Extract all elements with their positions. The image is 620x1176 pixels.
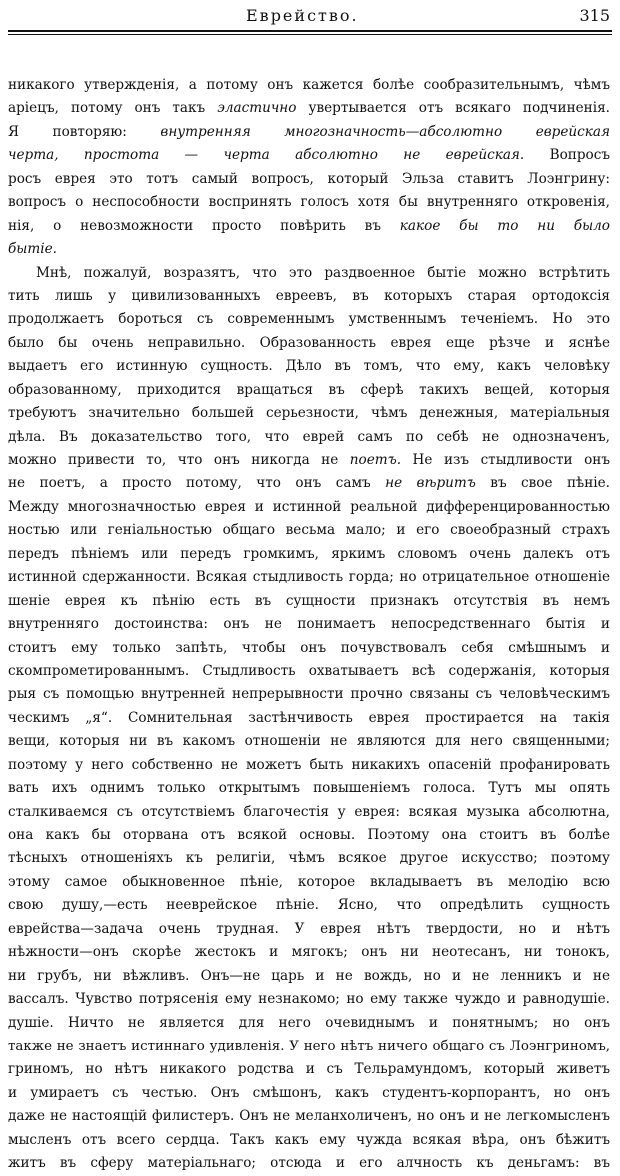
text-span: душіе. Ничто не является для него очевиднымъ и понятнымъ; но онъ (8, 1014, 610, 1031)
text-line (8, 1012, 610, 1035)
text-span: нія, о невозможности просто повѣрить въ (8, 217, 400, 234)
text-span: житъ въ сферу матеріальнаго; отсюда и его алчность къ деньгамъ: въ (8, 1155, 610, 1172)
text-line (8, 871, 610, 894)
text-line (8, 1129, 610, 1152)
italic-text-span: какое бы то ни было (399, 217, 610, 234)
text-line (8, 824, 610, 847)
text-span: истинной сдержанности. Всякая стыдливость горда; но отрицательное отношеніе (8, 569, 610, 586)
text-span: поэтому у него собственно не можетъ быть никакихъ опасеній профанировать (8, 756, 610, 773)
text-line (8, 847, 610, 870)
header-rule-thin (8, 34, 612, 35)
text-span: Между многозначностью еврея и истинной реальной дифференцированностью (8, 498, 610, 515)
text-span: Вопросъ (524, 147, 611, 164)
book-page (8, 0, 612, 1172)
text-line (8, 215, 610, 238)
text-span: нѣжности—онъ скорѣе жестокъ и мягокъ; онъ ни неотесанъ, ни тонокъ, (8, 944, 610, 961)
text-line (8, 754, 610, 777)
text-span: сталкиваемся съ отсутствіемъ благочестія у еврея: всякая музыка абсолютна, (8, 803, 610, 820)
text-span: внутренняго достоинства: онъ не понимаетъ непосредственнаго бытія и (8, 616, 610, 633)
text-line (8, 777, 610, 800)
italic-text-span: черта, простота — черта абсолютно не еврейская. (8, 147, 525, 164)
text-span: было бы очень неправильно. Образованность еврея еще рѣзче и яснѣе (8, 334, 610, 351)
text-span: стоитъ ему только запѣть, чтобы онъ почувствовалъ себя смѣшнымъ и (8, 639, 610, 656)
text-line (8, 285, 610, 308)
running-head-title: Еврейство. (246, 6, 359, 25)
text-span: образованному, приходится вращаться въ сферѣ такихъ вещей, которыя (8, 381, 610, 398)
text-line (8, 191, 610, 214)
text-span: она какъ бы оторвана отъ всякой основы. Поэтому она стоитъ въ болѣе (8, 827, 610, 843)
text-span: вопросъ о неспособности воспринять голосъ хотя бы внутренняго откровенія, (8, 194, 610, 211)
text-line (8, 238, 610, 261)
text-span: даже не настоящій филистеръ. Онъ не меланхоличенъ, но онъ и не легкомысленъ (8, 1108, 610, 1125)
text-span: ческимъ „я“. Сомнительная застѣнчивость еврея простирается на такія (8, 709, 610, 726)
text-line (8, 496, 610, 519)
text-span: свою душу,—есть нееврейское пѣніе. Ясно, что опредѣлить сущность (8, 897, 610, 914)
text-span: и умираетъ съ честью. Онъ смѣшонъ, какъ студентъ-корпорантъ, но онъ (8, 1084, 610, 1101)
text-span: дѣла. Въ доказательство того, что еврей самъ по себѣ не однозначенъ, (8, 428, 610, 445)
italic-text-span: внутренняя многозначность—абсолютно еврейская (160, 123, 610, 140)
text-span: можно привести то, что онъ никогда не (8, 452, 350, 468)
text-line (8, 74, 610, 97)
text-line (8, 637, 610, 660)
text-line (8, 308, 610, 331)
text-span: аріецъ, потому онъ такъ (8, 100, 218, 117)
text-span: ни грубъ, ни вѣжливъ. Онъ—не царь и не вождь, но и не ленникъ и не (8, 967, 610, 984)
text-span: требуютъ значительно большей серьезности, чѣмъ денежныя, матеріальныя (8, 405, 610, 422)
running-header (8, 0, 612, 30)
text-span: вассалъ. Чувство потрясенія ему незнакомо; но ему также чуждо и равнодушіе. (8, 991, 610, 1008)
text-line (8, 988, 610, 1011)
text-line (8, 801, 610, 824)
text-span: также не знаетъ истиннаго удивленія. У него нѣтъ ничего общаго съ Лоэнгриномъ, (8, 1038, 610, 1054)
text-span: не поетъ, а просто потому, что онъ самъ (8, 475, 386, 492)
text-span: увертывается отъ всякаго подчиненія. (296, 100, 610, 117)
text-line (8, 402, 610, 425)
text-line (8, 918, 610, 941)
page-number: 315 (579, 6, 610, 25)
text-line (8, 121, 610, 144)
text-line (8, 683, 610, 706)
text-line (8, 1105, 610, 1128)
text-span: никакого утвержденія, а потому онъ кажется болѣе сообразительнымъ, чѣмъ (8, 77, 610, 93)
text-span: передъ пѣніемъ или передъ громкимъ, яркимъ словомъ очень далекъ отъ (8, 545, 610, 562)
text-line (8, 707, 610, 730)
text-span: мысленъ отъ всего сердца. Такъ какъ ему чужда всякая вѣра, онъ бѣжитъ (8, 1131, 610, 1148)
italic-text-span: поетъ. (349, 452, 402, 468)
text-span: выдаетъ его истинную сущность. Дѣло въ томъ, что ему, какъ человѣку (8, 358, 610, 375)
text-line (8, 613, 610, 636)
text-span: гриномъ, но нѣтъ никакого родства и съ Тельрамундомъ, который живетъ (8, 1061, 610, 1078)
text-line (8, 449, 610, 472)
text-span: въ свое пѣніе. (475, 475, 610, 492)
text-line (8, 566, 610, 589)
text-span: тѣсныхъ отношеніяхъ къ религіи, чѣмъ всякое другое искусство; поэтому (8, 850, 610, 867)
text-span: вещи, которыя ни въ какомъ отношеніи не являются для него священными; (8, 733, 610, 750)
text-span: продолжаетъ бороться съ современнымъ умственнымъ теченіемъ. Но это (8, 311, 610, 328)
text-line (8, 730, 610, 753)
text-line (8, 519, 610, 542)
italic-text-span: эластично (217, 100, 297, 117)
text-span: росъ еврея это тотъ самый вопросъ, который Эльза ставитъ Лоэнгрину: (8, 170, 610, 187)
text-line (8, 332, 610, 355)
text-span: ностью или геніальностью общаго весьма мало; и его своеобразный страхъ (8, 522, 610, 539)
text-line (8, 1058, 610, 1081)
text-line (8, 894, 610, 917)
text-line (8, 1035, 610, 1058)
text-span: Я повторяю: (8, 123, 161, 140)
text-line (8, 144, 610, 167)
text-line (8, 543, 610, 566)
text-span: Мнѣ, пожалуй, возразятъ, что это раздвоенное бытіе можно встрѣтить (36, 264, 610, 281)
text-line (8, 426, 610, 449)
text-line (8, 168, 610, 191)
text-span: рыя съ помощью внутренней непрерывности прочно связаны съ человѣческимъ (8, 686, 610, 703)
text-line (8, 941, 610, 964)
body-text (8, 74, 610, 1176)
text-line (8, 97, 610, 120)
text-line (8, 262, 610, 285)
text-span: вать ихъ однимъ только открытымъ повышеніемъ голоса. Тутъ мы опять (8, 780, 610, 797)
text-span: шеніе еврея къ пѣнію есть въ сущности признакъ отсутствія въ немъ (8, 592, 610, 609)
text-line (8, 1082, 610, 1105)
header-rule-thick (8, 30, 612, 32)
text-line (8, 472, 610, 495)
text-line (8, 1152, 610, 1175)
text-line (8, 965, 610, 988)
text-span: еврейства—задача очень трудная. У еврея нѣтъ твердости, но и нѣтъ (8, 920, 610, 937)
text-span: этому самое обыкновенное пѣніе, которое вкладываетъ въ мелодію всю (8, 873, 610, 890)
text-line (8, 660, 610, 683)
italic-text-span: не вѣритъ (385, 475, 476, 492)
text-line (8, 379, 610, 402)
text-span: тить лишь у цивилизованныхъ евреевъ, въ которыхъ старая ортодоксія (8, 287, 610, 304)
text-span: Не изъ стыдливости онъ (401, 452, 610, 468)
text-line (8, 355, 610, 378)
italic-text-span: бытіе. (8, 241, 57, 258)
text-span: скомпрометированнымъ. Стыдливость охватываетъ всѣ содержанія, которыя (8, 662, 610, 679)
text-line (8, 590, 610, 613)
